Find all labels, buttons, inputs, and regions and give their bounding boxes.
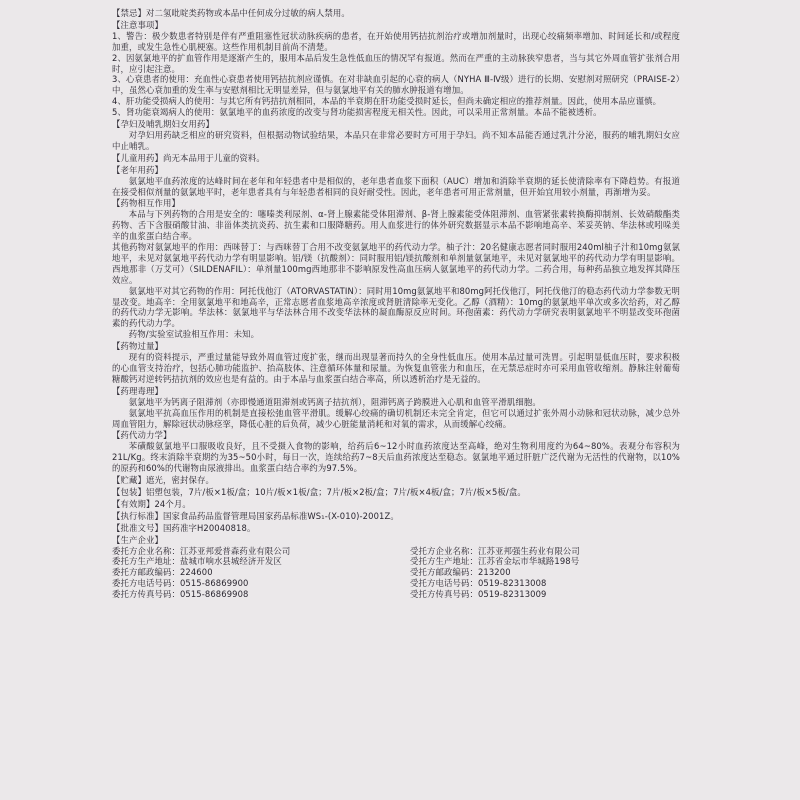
interactions-para-1: 本品与下列药物的合用是安全的：噻嗪类利尿剂、α-肾上腺素能受体阻滞剂、β-肾上腺素能受体阻滞剂、血管紧张素转换酶抑制剂、长效硝酸酯类药物、舌下含服硝酸甘油、非甾体类抗炎药、抗生素和口服降糖药。用人血浆进行的体外研究数据显示本品不影响地高辛、苯妥英钠、华法林或吲哚美辛的血浆蛋白结合率。 bbox=[112, 209, 680, 242]
interactions-para-4: 药物/实验室试验相互作用：未知。 bbox=[128, 329, 260, 340]
manufacturer-heading: 【生产企业】 bbox=[112, 534, 163, 545]
approval-section: 【批准文号】国药准字H20040818。 bbox=[112, 522, 256, 533]
validity-section: 【有效期】24个月。 bbox=[112, 498, 191, 509]
entrusted-party-name: 受托方企业名称：江苏亚邦强生药业有限公司 bbox=[410, 545, 580, 556]
entrusting-party-name: 委托方企业名称：江苏亚邦爱普森药业有限公司 bbox=[112, 545, 291, 556]
pharmacology-para-2: 氨氯地平抗高血压作用的机制是直接松弛血管平滑肌。缓解心绞痛的确切机制还未完全肯定，但它可以通过扩张外周小动脉和冠状动脉，减少总外周血管阻力，解除冠状动脉痉挛，降低心脏的后负荷，减少心脏能量消耗和对氧的需求，从而缓解心绞痛。 bbox=[112, 407, 680, 429]
precaution-item-3: 3、心衰患者的使用：充血性心衰患者使用钙拮抗剂应谨慎。在对非缺血引起的心衰的病人（NYHA Ⅲ-Ⅳ级）进行的长期、安慰剂对照研究（PRAISE-2）中，虽然心衰加重的发生率与安慰剂相比无明显差异，但与氨氯地平有关的肺水肿报道有增加。 bbox=[112, 74, 680, 96]
package-section: 【包装】铝塑包装，7片/板×1板/盒；10片/板×1板/盒；7片/板×2板/盒；7片/板×4板/盒；7片/板×5板/盒。 bbox=[112, 486, 526, 497]
interactions-para-3: 氨氯地平对其它药物的作用：阿托伐他汀（ATORVASTATIN）：同时用10mg氨氯地平和80mg阿托伐他汀，阿托伐他汀的稳态药代动力学参数无明显改变。地高辛：全用氨氯地平和地高辛，正常志愿者血浆地高辛浓度或肾脏清除率无变化。乙醇（酒精）：10mg的氨氯地平单次或多次给药，对乙醇的药代动力学无影响。华法林：氨氯地平与华法林合用不改变华法林的凝血酶原反应时间。环孢菌素：药代动力学研究表明氨氯地平不明显改变环孢菌素的药代动力学。 bbox=[112, 285, 680, 329]
entrusting-party-phone: 委托方电话号码：0515-86869900 bbox=[112, 578, 249, 589]
entrusting-party-fax: 委托方传真号码：0515-86869908 bbox=[112, 589, 249, 600]
interactions-heading: 【药物相互作用】 bbox=[112, 198, 180, 209]
pharmacology-para-1: 氨氯地平为钙离子阻滞剂（亦即慢通道阻滞剂或钙离子拮抗剂），阻滞钙离子跨膜进入心肌和血管平滑肌细胞。 bbox=[128, 396, 541, 407]
entrusted-party-postcode: 受托方邮政编码：213200 bbox=[410, 567, 511, 578]
interactions-para-2: 其他药物对氨氯地平的作用：西咪替丁：与西咪替丁合用不改变氨氯地平的药代动力学。柚子汁：20名健康志愿者同时服用240ml柚子汁和10mg氨氯地平，未见对氨氯地平药代动力学有明显影响。铝/镁（抗酸剂）：同时服用铝/镁抗酸剂和单剂量氨氯地平，未见对氨氯地平的药代动力学有明显影响。西地那非（万艾可）（SILDENAFIL）：单剂量100mg西地那非不影响原发性高血压病人氨氯地平的药代动力学。二药合用，每种药品独立地发挥其降压效应。 bbox=[112, 242, 680, 285]
entrusted-party-fax: 受托方传真号码：0519-82313009 bbox=[410, 589, 547, 600]
overdose-text: 现有的资料提示，严重过量能导致外周血管过度扩张，继而出现显著而持久的全身性低血压。使用本品过量可洗胃。引起明显低血压时，要求积极的心血管支持治疗，包括心肺功能监护、抬高肢体、注意循环体量和尿量。为恢复血管张力和血压，在无禁忌症时亦可采用血管收缩剂。静脉注射葡萄糖酸钙对逆转钙拮抗剂的效应也是有益的。由于本品与血浆蛋白结合率高，所以透析治疗是无益的。 bbox=[112, 352, 680, 384]
pregnancy-heading: 【孕妇及哺乳期妇女用药】 bbox=[112, 119, 214, 130]
leaflet-page bbox=[112, 8, 680, 800]
precaution-item-2: 2、因氨氯地平的扩血管作用是逐渐产生的，服用本品后发生急性低血压的情况罕有报道。然而在严重的主动脉狭窄患者，当与其它外周血管扩张剂合用时，应引起注意。 bbox=[112, 52, 680, 74]
entrusted-party-phone: 受托方电话号码：0519-82313008 bbox=[410, 578, 547, 589]
precaution-item-4: 4、肝功能受损病人的使用：与其它所有钙拮抗剂相同，本品的半衰期在肝功能受损时延长，但尚未确定相应的推荐剂量。因此，使用本品应谨慎。 bbox=[112, 96, 662, 107]
children-section: 【儿童用药】尚无本品用于儿童的资料。 bbox=[112, 152, 265, 163]
entrusted-party-address: 受托方生产地址：江苏省金坛市华城路198号 bbox=[410, 556, 580, 567]
storage-section: 【贮藏】遮光，密封保存。 bbox=[112, 475, 214, 486]
precaution-item-5: 5、肾功能衰竭病人的使用：氨氯地平的血药浓度的改变与肾功能损害程度无相关性。因此，可以采用正常剂量。本品不能被透析。 bbox=[112, 107, 602, 118]
entrusted-party-column bbox=[410, 546, 680, 601]
precaution-item-1: 1、警告：极少数患者特别是伴有严重阻塞性冠状动脉疾病的患者，在开始使用钙拮抗剂治疗或增加剂量时，出现心绞痛频率增加、时间延长和/或程度加重，或发生急性心肌梗塞。这些作用机制目前尚不清楚。 bbox=[112, 30, 680, 52]
standard-section: 【执行标准】国家食品药品监督管理局国家药品标准WS₁-(X-010)-2001Z。 bbox=[112, 510, 399, 521]
elderly-heading: 【老年用药】 bbox=[112, 164, 163, 175]
manufacturer-info bbox=[112, 546, 680, 601]
precautions-heading: 【注意事项】 bbox=[112, 19, 163, 30]
taboo-section: 【禁忌】对二氢吡啶类药物或本品中任何成分过敏的病人禁用。 bbox=[112, 8, 350, 18]
pharmacology-heading: 【药理毒理】 bbox=[112, 385, 163, 396]
entrusting-party-postcode: 委托方邮政编码：224600 bbox=[112, 567, 213, 578]
entrusting-party-address: 委托方生产地址：盐城市响水县城经济开发区 bbox=[112, 556, 282, 567]
entrusting-party-column bbox=[112, 546, 382, 601]
elderly-text: 氨氯地平血药浓度的达峰时间在老年和年轻患者中是相似的，老年患者血浆下面积（AUC）增加和消除半衰期的延长使清除率有下降趋势。有报道在接受相似剂量的氨氯地平时，老年患者具有与年轻患者相同的良好耐受性。因此，老年患者可用正常剂量，但开始宜用较小剂量，再渐增为妥。 bbox=[112, 175, 680, 197]
overdose-heading: 【药物过量】 bbox=[112, 341, 163, 352]
pharmacokinetics-heading: 【药代动力学】 bbox=[112, 430, 172, 441]
pharmacokinetics-text: 苯磺酸氨氯地平口服吸收良好，且不受摄入食物的影响，给药后6~12小时血药浓度达至高峰，绝对生物利用度约为64~80%。表观分布容积为21L/Kg。终末消除半衰期约为35~50小时，每日一次，连续给药7~8天后血药浓度达至稳态。氨氯地平通过肝脏广泛代谢为无活性的代谢物，以10%的原药和60%的代谢物由尿液排出。血浆蛋白结合率约为97.5%。 bbox=[112, 441, 680, 474]
pregnancy-text: 对孕妇用药缺乏相应的研究资料，但根据动物试验结果，本品只在非常必要时方可用于孕妇。尚不知本品能否通过乳汁分泌，服药的哺乳期妇女应中止哺乳。 bbox=[112, 129, 680, 151]
